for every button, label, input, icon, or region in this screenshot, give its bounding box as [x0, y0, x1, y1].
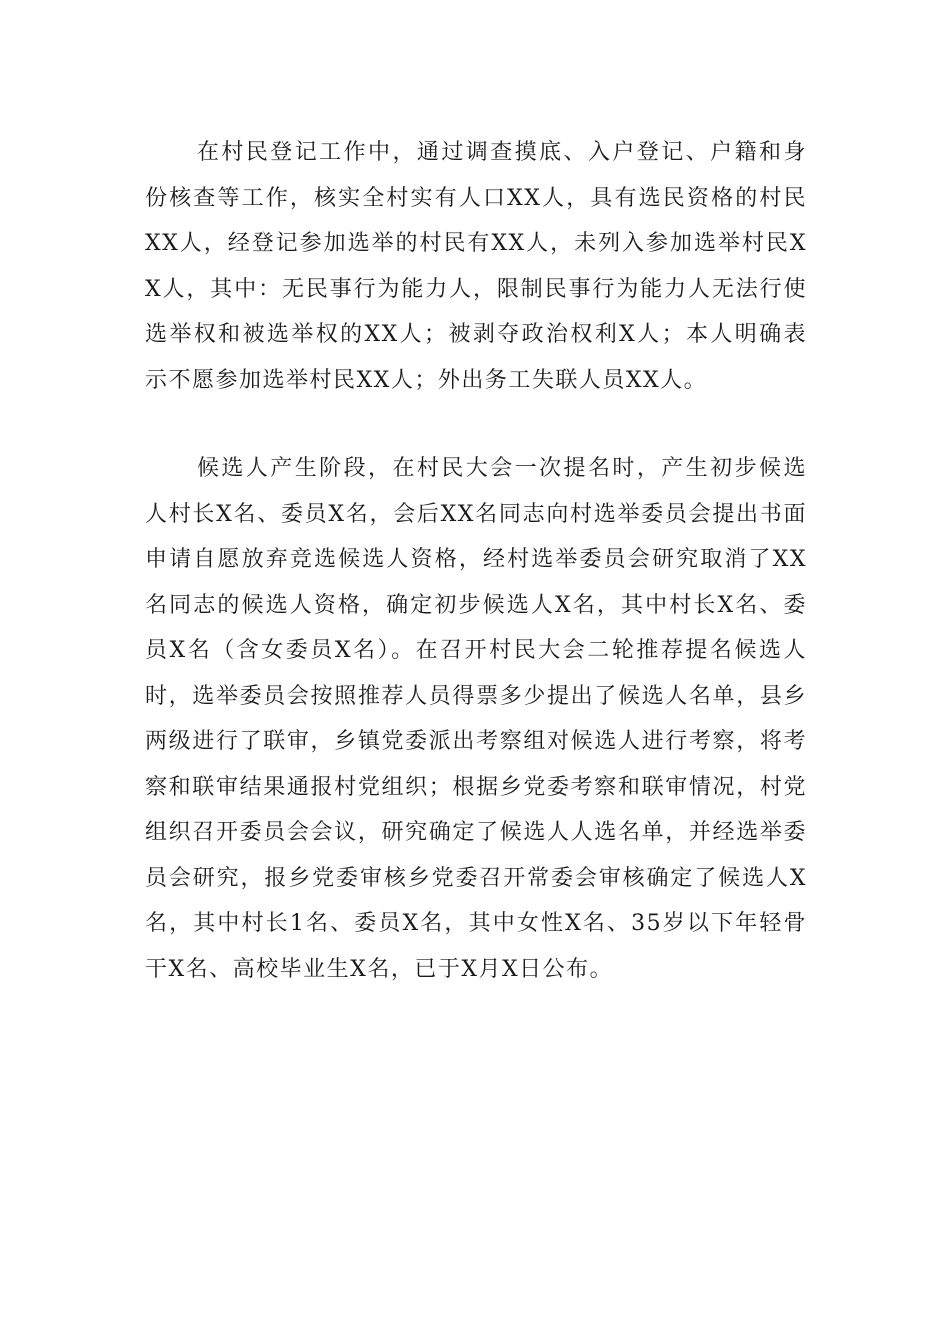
paragraph-candidate-nomination: 候选人产生阶段，在村民大会一次提名时，产生初步候选人村长X名、委员X名，会后XX名同志向村选举委员会提出书面申请自愿放弃竞选候选人资格，经村选举委员会研究取消了XX名同志的候选人资格，确定初步候选人X名，其中村长X名、委员X名（含女委员X名）。在召开村民大会二轮推荐提名候选人时，选举委员会按照推荐人员得票多少提出了候选人名单，县乡两级进行了联审，乡镇党委派出考察组对候选人进行考察，将考察和联审结果通报村党组织；根据乡党委考察和联审情况，村党组织召开委员会会议，研究确定了候选人人选名单，并经选举委员会研究，报乡党委审核乡党委召开常委会审核确定了候选人X名，其中村长1名、委员X名，其中女性X名、35岁以下年轻骨干X名、高校毕业生X名，已于X月X日公布。: [145, 456, 807, 982]
document-page: [145, 130, 807, 992]
paragraph-voter-registration: 在村民登记工作中，通过调查摸底、入户登记、户籍和身份核查等工作，核实全村实有人口XX人，具有选民资格的村民XX人，经登记参加选举的村民有XX人，未列入参加选举村民XX人，其中：无民事行为能力人，限制民事行为能力人无法行使选举权和被选举权的XX人；被剥夺政治权利X人；本人明确表示不愿参加选举村民XX人；外出务工失联人员XX人。: [145, 140, 807, 393]
